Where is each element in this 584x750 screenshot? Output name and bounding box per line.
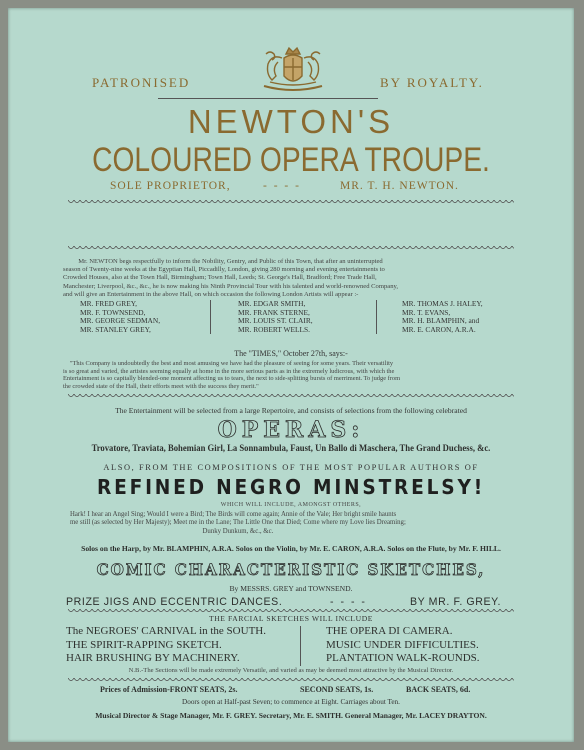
cast-name: MR. ROBERT WELLS. xyxy=(238,324,310,334)
sketch-item: HAIR BRUSHING BY MACHINERY. xyxy=(66,652,240,664)
intro-line: and will give an Entertainment in the above Hall, on which occasion the following London Artists will appear :- xyxy=(63,290,359,298)
farcial-heading: THE FARCIAL SKETCHES WILL INCLUDE xyxy=(208,614,374,623)
ornamental-rule xyxy=(68,394,514,399)
prices-back: BACK SEATS, 6d. xyxy=(406,685,471,694)
sketches-right xyxy=(326,625,480,666)
ornamental-rule xyxy=(68,678,514,683)
quote-line: "This Company is undoubtedly the best and most amusing we have had the pleasure of seeing for some years. Their versatility xyxy=(69,360,394,367)
title-newtons: NEWTON'S xyxy=(187,103,395,140)
cast-name: MR. FRED GREY, xyxy=(80,299,137,308)
prize-jigs-dots: - - - - xyxy=(330,596,367,608)
doors-line: Doors open at Half-past Seven; to commence at Eight. Carriages about Ten. xyxy=(182,698,400,706)
sketches-left xyxy=(66,625,266,666)
nb-note: N.B.-The Sections will be made extremely Versatile, and varied as may be deemed most attractive by the Musical Director. xyxy=(128,667,454,674)
intro-line: Manchester; Liverpool, &c., &c., he is now making his Ninth Provincial Tour with his talented and world-renowned Company, xyxy=(63,282,399,290)
proprietor-dots: - - - - xyxy=(263,180,301,192)
which-include-line: WHICH WILL INCLUDE, AMONGST OTHERS, xyxy=(220,502,362,508)
intro-paragraph xyxy=(63,258,398,299)
repertoire-line: The Entertainment will be selected from a large Repertoire, and consists of selections from the following celebrated xyxy=(115,406,467,415)
quote-line: Entertainment is so capitally blended-one moment affecting us to tears, the next to side-splitting bursts of merriment. To judge from xyxy=(63,375,401,383)
intro-line: season of Twenty-nine weeks at the Egyptian Hall, Piccadilly, London, giving 280 morning and evening entertainments to xyxy=(63,266,385,274)
ornamental-rule xyxy=(68,246,514,251)
cast-column-2 xyxy=(238,300,313,334)
prices-second: SECOND SEATS, 1s. xyxy=(300,685,374,694)
sketch-item: PLANTATION WALK-ROUNDS. xyxy=(326,652,480,664)
column-divider xyxy=(210,300,211,334)
cast-name: MR. F. TOWNSEND, xyxy=(80,307,146,317)
solos-line: Solos on the Harp, by Mr. BLAMPHIN, A.R.A. Solos on the Violin, by Mr. E. CARON, A.R.A. Solos on the Flute, by Mr. F. HILL. xyxy=(81,544,501,553)
song-line: Hark! I hear an Angel Sing; Would I were a Bird; The Birds will come again; Annie of the Vale; Her bright smile haunts xyxy=(70,511,397,518)
intro-line: Mr. NEWTON begs respectfully to inform the Nobility, Gentry, and Public of this Town, that after an uninterrupted xyxy=(78,258,383,265)
cast-column-3 xyxy=(402,300,483,334)
title-opera-troupe: COLOURED OPERA TROUPE. xyxy=(92,141,490,179)
staff-line: Musical Director & Stage Manager, Mr. F. GREY. Secretary, Mr. E. SMITH. General Manager, Mr. LACEY DRAYTON. xyxy=(95,711,487,720)
comic-sketches-heading: COMIC CHARACTERISTIC SKETCHES, xyxy=(96,560,486,579)
times-quote xyxy=(63,360,400,390)
royal-crest-icon xyxy=(256,46,330,98)
cast-name: MR. GEORGE SEDMAN, xyxy=(80,316,161,326)
sketch-item: THE SPIRIT-RAPPING SKETCH. xyxy=(66,638,222,651)
cast-name: MR. FRANK STERNE, xyxy=(238,307,310,317)
cast-name: MR. T. EVANS, xyxy=(402,307,451,317)
times-heading: The "TIMES," October 27th, says:- xyxy=(234,349,348,358)
proprietor-name: MR. T. H. NEWTON. xyxy=(340,180,459,192)
by-royalty-label: BY ROYALTY. xyxy=(380,75,484,90)
column-divider xyxy=(300,626,301,666)
column-divider xyxy=(376,300,377,334)
cast-column-1 xyxy=(80,300,160,334)
sketch-item: THE OPERA DI CAMERA. xyxy=(326,625,453,637)
prize-jigs-by: BY MR. F. GREY. xyxy=(410,596,502,608)
song-line: Dunky Dunkum, &c., &c. xyxy=(202,527,274,535)
sketch-item: MUSIC UNDER DIFFICULTIES. xyxy=(326,638,479,651)
song-line: me still (as selected by Her Majesty); Meet me in the Lane; The Little One that Died; Come where my Love lies Dreaming; xyxy=(70,519,406,527)
songs-list xyxy=(70,511,406,536)
comic-by-line: By MESSRS. GREY and TOWNSEND. xyxy=(229,584,353,593)
cast-name: MR. EDGAR SMITH, xyxy=(238,299,306,308)
also-line: ALSO, FROM THE COMPOSITIONS OF THE MOST POPULAR AUTHORS OF xyxy=(103,463,479,472)
cast-name: MR. E. CARON, A.R.A. xyxy=(402,324,476,334)
cast-name: MR. LOUIS ST. CLAIR, xyxy=(238,316,313,326)
divider xyxy=(158,98,378,99)
sole-proprietor-label: SOLE PROPRIETOR, xyxy=(110,180,231,192)
prices-front: Prices of Admission-FRONT SEATS, 2s. xyxy=(100,685,238,694)
cast-name: MR. STANLEY GREY, xyxy=(80,324,151,334)
cast-name: MR. THOMAS J. HALEY, xyxy=(402,299,483,308)
quote-line: the crowded state of the Hall, their efforts meet with the success they merit." xyxy=(63,382,259,390)
operas-list: Trovatore, Traviata, Bohemian Girl, La Sonnambula, Faust, Un Ballo di Maschera, The Grand Duchess, &c. xyxy=(91,444,491,454)
intro-line: Crowded Houses, also at the Town Hall, Birmingham; Town Hall, Leeds; St. George's Hall, Bradford; Free Trade Hall, xyxy=(63,274,377,282)
operas-heading: OPERAS: xyxy=(217,417,365,443)
prize-jigs-label: PRIZE JIGS AND ECCENTRIC DANCES. xyxy=(66,596,283,608)
quote-line: is so great and varied, the artistes seeming equally at home in the more serious parts as in the extremely ludicrous, with which the xyxy=(63,367,395,375)
sketch-item: The NEGROES' CARNIVAL in the SOUTH. xyxy=(66,625,266,637)
ornamental-rule xyxy=(68,200,514,205)
poster-sheet xyxy=(8,8,574,742)
patronised-label: PATRONISED xyxy=(92,75,191,90)
cast-name: MR. H. BLAMPHIN, and xyxy=(402,316,480,326)
minstrelsy-heading: REFINED NEGRO MINSTRELSY! xyxy=(96,475,486,499)
